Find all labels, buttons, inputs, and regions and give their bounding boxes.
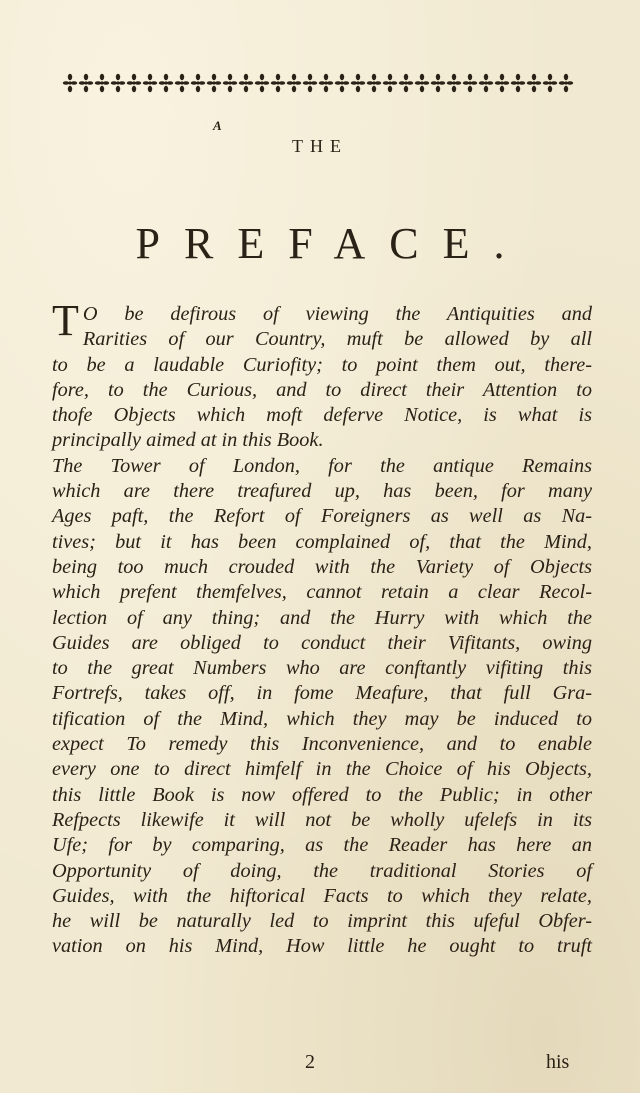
ornament-glyph	[367, 74, 381, 92]
preface-body	[52, 296, 592, 960]
page-title: PREFACE.	[135, 219, 529, 268]
page-footer	[0, 1051, 640, 1077]
ornament-glyph	[303, 74, 317, 92]
ornament-glyph	[447, 74, 461, 92]
text-line: every one to direct himfelf in the Choice of his Objects,	[52, 758, 592, 781]
ornament-glyph	[63, 74, 77, 92]
text-line: Opportunity of doing, the traditional Stories of	[52, 859, 592, 882]
text-line: Guides are obliged to conduct their Vifitants, owing	[52, 631, 592, 654]
printers-ornament-band	[62, 70, 574, 96]
ornament-glyph	[127, 74, 141, 92]
ornament-glyph	[399, 74, 413, 92]
text-line: O be defirous of viewing the Antiquities and	[82, 303, 592, 325]
ornament-glyph	[319, 74, 333, 92]
text-line: principally aimed at in this Book.	[52, 429, 324, 452]
ornament-glyph	[159, 74, 173, 92]
text-line: lection of any thing; and the Hurry with which the	[52, 606, 592, 629]
text-line: Ages paft, the Refort of Foreigners as well as Na-	[52, 505, 592, 528]
ornament-glyph	[255, 74, 269, 92]
ornament-glyph	[287, 74, 301, 92]
text-line: being too much crouded with the Variety of Objects	[52, 555, 592, 578]
ornament-glyph	[207, 74, 221, 92]
drop-cap: T	[52, 296, 79, 345]
ornament-glyph	[511, 74, 525, 92]
ornament-glyph	[335, 74, 349, 92]
ornament-glyph	[543, 74, 557, 92]
ornament-glyph	[79, 74, 93, 92]
text-line: expect To remedy this Inconvenience, and to enable	[52, 733, 592, 756]
text-line: to be a laudable Curiofity; to point them out, there-	[52, 353, 592, 376]
ornament-glyph	[431, 74, 445, 92]
text-line: thofe Objects which moft deferve Notice, is what is	[52, 404, 592, 427]
ornament-glyph	[239, 74, 253, 92]
text-line: Rarities of our Country, muft be allowed by all	[82, 328, 592, 351]
text-line: Fortrefs, takes off, in fome Meafure, that full Gra-	[52, 682, 592, 705]
catchword: his	[546, 1051, 570, 1073]
text-line: Refpects likewife it will not be wholly ufelefs in its	[52, 808, 592, 831]
text-line: Ufe; for by comparing, as the Reader has here an	[52, 834, 592, 857]
text-line: he will be naturally led to imprint this ufeful Obfer-	[52, 910, 592, 933]
ornament-glyph	[223, 74, 237, 92]
ornament-glyph	[559, 74, 573, 92]
text-line: tives; but it has been complained of, that the Mind,	[52, 530, 592, 553]
title-prefix: THE	[292, 136, 348, 156]
text-line: The Tower of London, for the antique Remains	[52, 454, 592, 477]
text-line: this little Book is now offered to the Public; in other	[52, 783, 592, 806]
ornament-glyph	[415, 74, 429, 92]
text-line: tification of the Mind, which they may be induced to	[52, 707, 592, 730]
ornament-glyph	[383, 74, 397, 92]
ornament-glyph	[351, 74, 365, 92]
signature-mark: 2	[305, 1051, 315, 1073]
ornament-glyph	[495, 74, 509, 92]
ornament-glyph	[191, 74, 205, 92]
text-line: which prefent themfelves, cannot retain a clear Recol-	[52, 581, 592, 604]
ornament-glyph	[271, 74, 285, 92]
ornament-glyph	[111, 74, 125, 92]
ornament-glyph	[143, 74, 157, 92]
ornament-glyph	[463, 74, 477, 92]
text-line: to the great Numbers who are conftantly vifiting this	[52, 657, 592, 680]
text-line: vation on his Mind, How little he ought to truft	[52, 935, 592, 958]
printer-mark: A	[213, 118, 222, 133]
ornament-glyph	[95, 74, 109, 92]
ornament-glyph	[175, 74, 189, 92]
ornament-glyph	[527, 74, 541, 92]
ornament-glyph	[479, 74, 493, 92]
text-line: fore, to the Curious, and to direct their Attention to	[52, 378, 592, 401]
text-line: which are there treafured up, has been, for many	[52, 480, 592, 503]
text-line: Guides, with the hiftorical Facts to which they relate,	[52, 884, 592, 907]
